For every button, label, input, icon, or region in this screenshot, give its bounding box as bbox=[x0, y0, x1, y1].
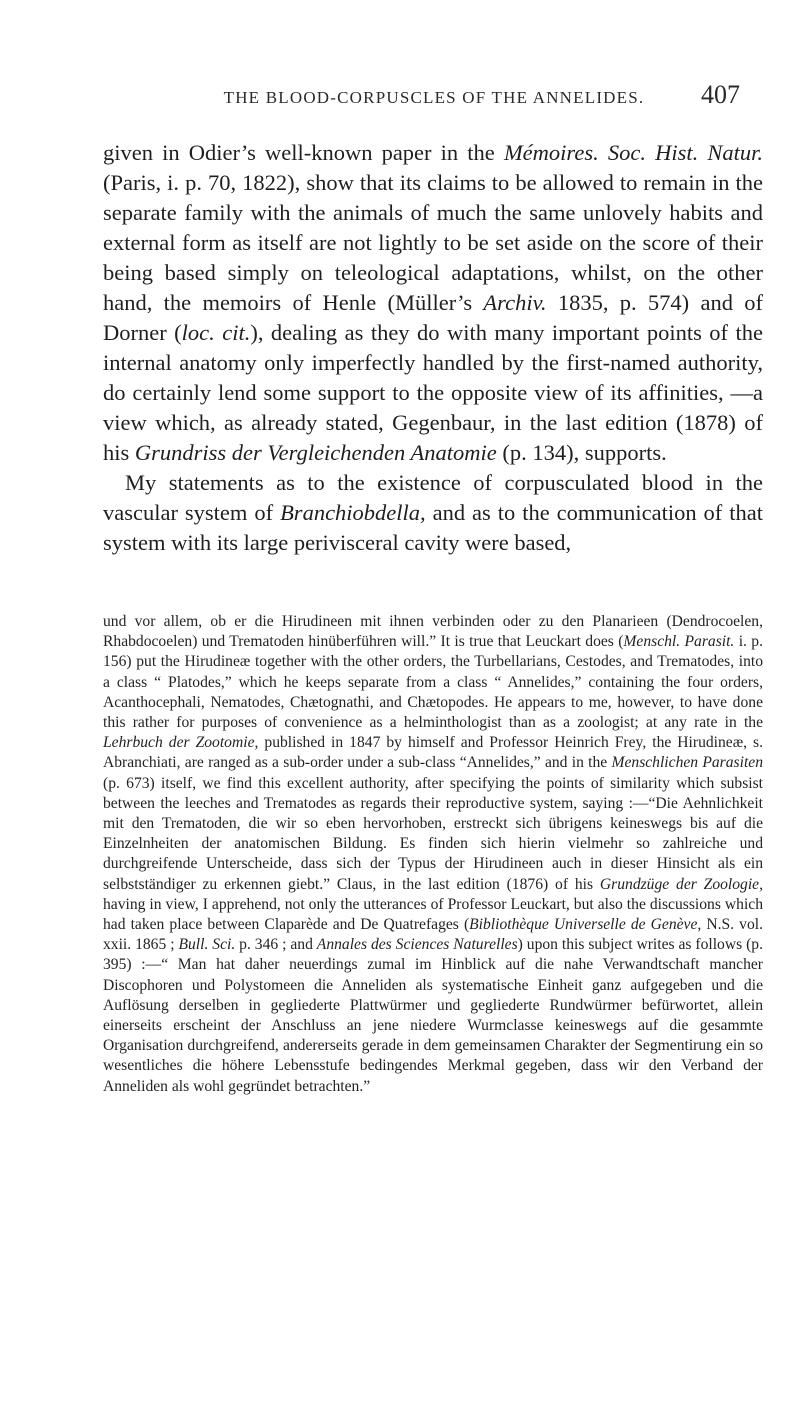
italic-text-run: Annales des Sciences Naturelles bbox=[316, 936, 518, 954]
text-run: and as to the communication of that system with its large perivisceral cavity were based, bbox=[103, 500, 763, 555]
italic-text-run: Grundzüge der Zoologie, bbox=[599, 875, 763, 893]
page-number: 407 bbox=[701, 80, 740, 109]
text-run: (Paris, i. p. 70, 1822), show that its claims to be allowed to remain in the separate family with the animals of much the same unlovely habits and external form as itself are not lightly to be set aside on the score of their being based simply on teleological adaptations, whilst, on the other hand, the memoirs of Henle (Müller’s bbox=[103, 170, 763, 315]
text-run: given in Odier’s well-known paper in the bbox=[103, 140, 504, 165]
italic-text-run: Bibliothèque Universelle de Genève, bbox=[469, 916, 702, 934]
text-run: published in 1847 by himself and Professor Heinrich Frey, the Hirudineæ, s. Abranchiati, are ranged as a sub-order under a sub-class “Annelides,” and in the bbox=[103, 734, 763, 772]
text-run: having in view, I apprehend, not only the utterances of Professor Leuckart, but also the discussions which had taken place between Claparède and De Quatrefages ( bbox=[103, 895, 763, 934]
text-run: i. p. 156) put the Hirudineæ together with the other orders, the Turbellarians, Cestodes, and Trematodes, into a class “ Platodes,” which he keeps separate from a class “ Annelides,” containing the four orders, Acanthocephali, Nematodes, Chætognathi, and Chætopodes. He appears to me, however, to have done this rather for purposes of convenience as a helminthologist than as a zoologist; at any rate in the bbox=[103, 633, 763, 732]
text-run: p. 346 ; and bbox=[235, 936, 317, 954]
italic-text-run: Bull. Sci. bbox=[178, 936, 236, 954]
running-head bbox=[128, 80, 740, 116]
text-run: ) upon this subject writes as follows (p. 395) :—“ Man hat daher neuerdings zumal im Hinblick auf die nahe Verwandtschaft mancher Discophoren und Polystomeen die Anneliden als systematische Einheit ganz aufgegeben und die Auflösung derselben in gegliederte Plattwürmer und gegliederte Rundwürmer befürwortet, allein einerseits erscheint der Anschluss an jene niedere Wurmclasse keineswegs auf die gesammte Organisation durchgreifend, andererseits gerade in dem gemeinsamen Charakter der Segmentirung ein so wesentliches die höhere Lebensstufe bedingendes Merkmal gegeben, dass wir den Verband der Anneliden als wohl gegründet betrachten.” bbox=[103, 936, 763, 1095]
italic-text-run: Archiv. bbox=[483, 290, 547, 315]
text-run: (p. 673) itself, we find this excellent authority, after specifying the points of similarity which subsist between the leeches and Trematodes as regards their reproductive system, saying :—“Die Aehnlichkeit mit den Trematoden, die wir so eben hervorhoben, erstreckt sich übrigens keineswegs bis auf die Einzelnheiten der anatomischen Bildung. Es finden sich hierin vielmehr so zahlreiche und durchgreifende Unterscheide, dass sich der Typus der Hirudineen auch in dieser Hinsicht als ein selbstständiger zu erkennen giebt.” Claus, in the last edition (1876) of his bbox=[103, 774, 763, 893]
running-title: THE BLOOD-CORPUSCLES OF THE ANNELIDES. bbox=[223, 88, 645, 107]
text-run: N.S. vol. xxii. 1865 ; bbox=[103, 916, 763, 954]
italic-text-run: Menschlichen Parasiten bbox=[611, 754, 763, 772]
footnote-text bbox=[103, 612, 763, 1097]
text-run: My statements as to the existence of corpusculated blood in the vascular system of bbox=[103, 470, 763, 525]
text-run: (p. 134), supports. bbox=[496, 440, 667, 465]
italic-text-run: Lehrbuch der Zootomie, bbox=[103, 734, 259, 752]
text-run: ), dealing as they do with many important points of the internal anatomy only imperfectly handled by the first-named authority, do certainly lend some support to the opposite view of its affinities, —a view which, as already stated, Gegenbaur, in the last edition (1878) of his bbox=[103, 320, 763, 465]
italic-text-run: Branchiobdella, bbox=[280, 500, 426, 525]
text-run: und vor allem, ob er die Hirudineen mit ihnen verbinden oder zu den Planarieen (Dendrocoelen, Rhabdocoelen) und Trematoden hinüberführen will.” It is true that Leuckart does ( bbox=[103, 613, 763, 651]
body-text bbox=[103, 138, 763, 558]
text-run: 1835, p. 574) and of Dorner ( bbox=[103, 290, 763, 345]
italic-text-run: Mémoires. Soc. Hist. Natur. bbox=[503, 140, 763, 165]
italic-text-run: loc. cit. bbox=[181, 320, 251, 345]
italic-text-run: Menschl. Parasit. bbox=[623, 633, 735, 651]
italic-text-run: Grundriss der Vergleichenden Anatomie bbox=[134, 440, 497, 465]
paragraph bbox=[103, 468, 763, 558]
footnote bbox=[103, 612, 763, 1097]
paragraph bbox=[103, 138, 763, 468]
